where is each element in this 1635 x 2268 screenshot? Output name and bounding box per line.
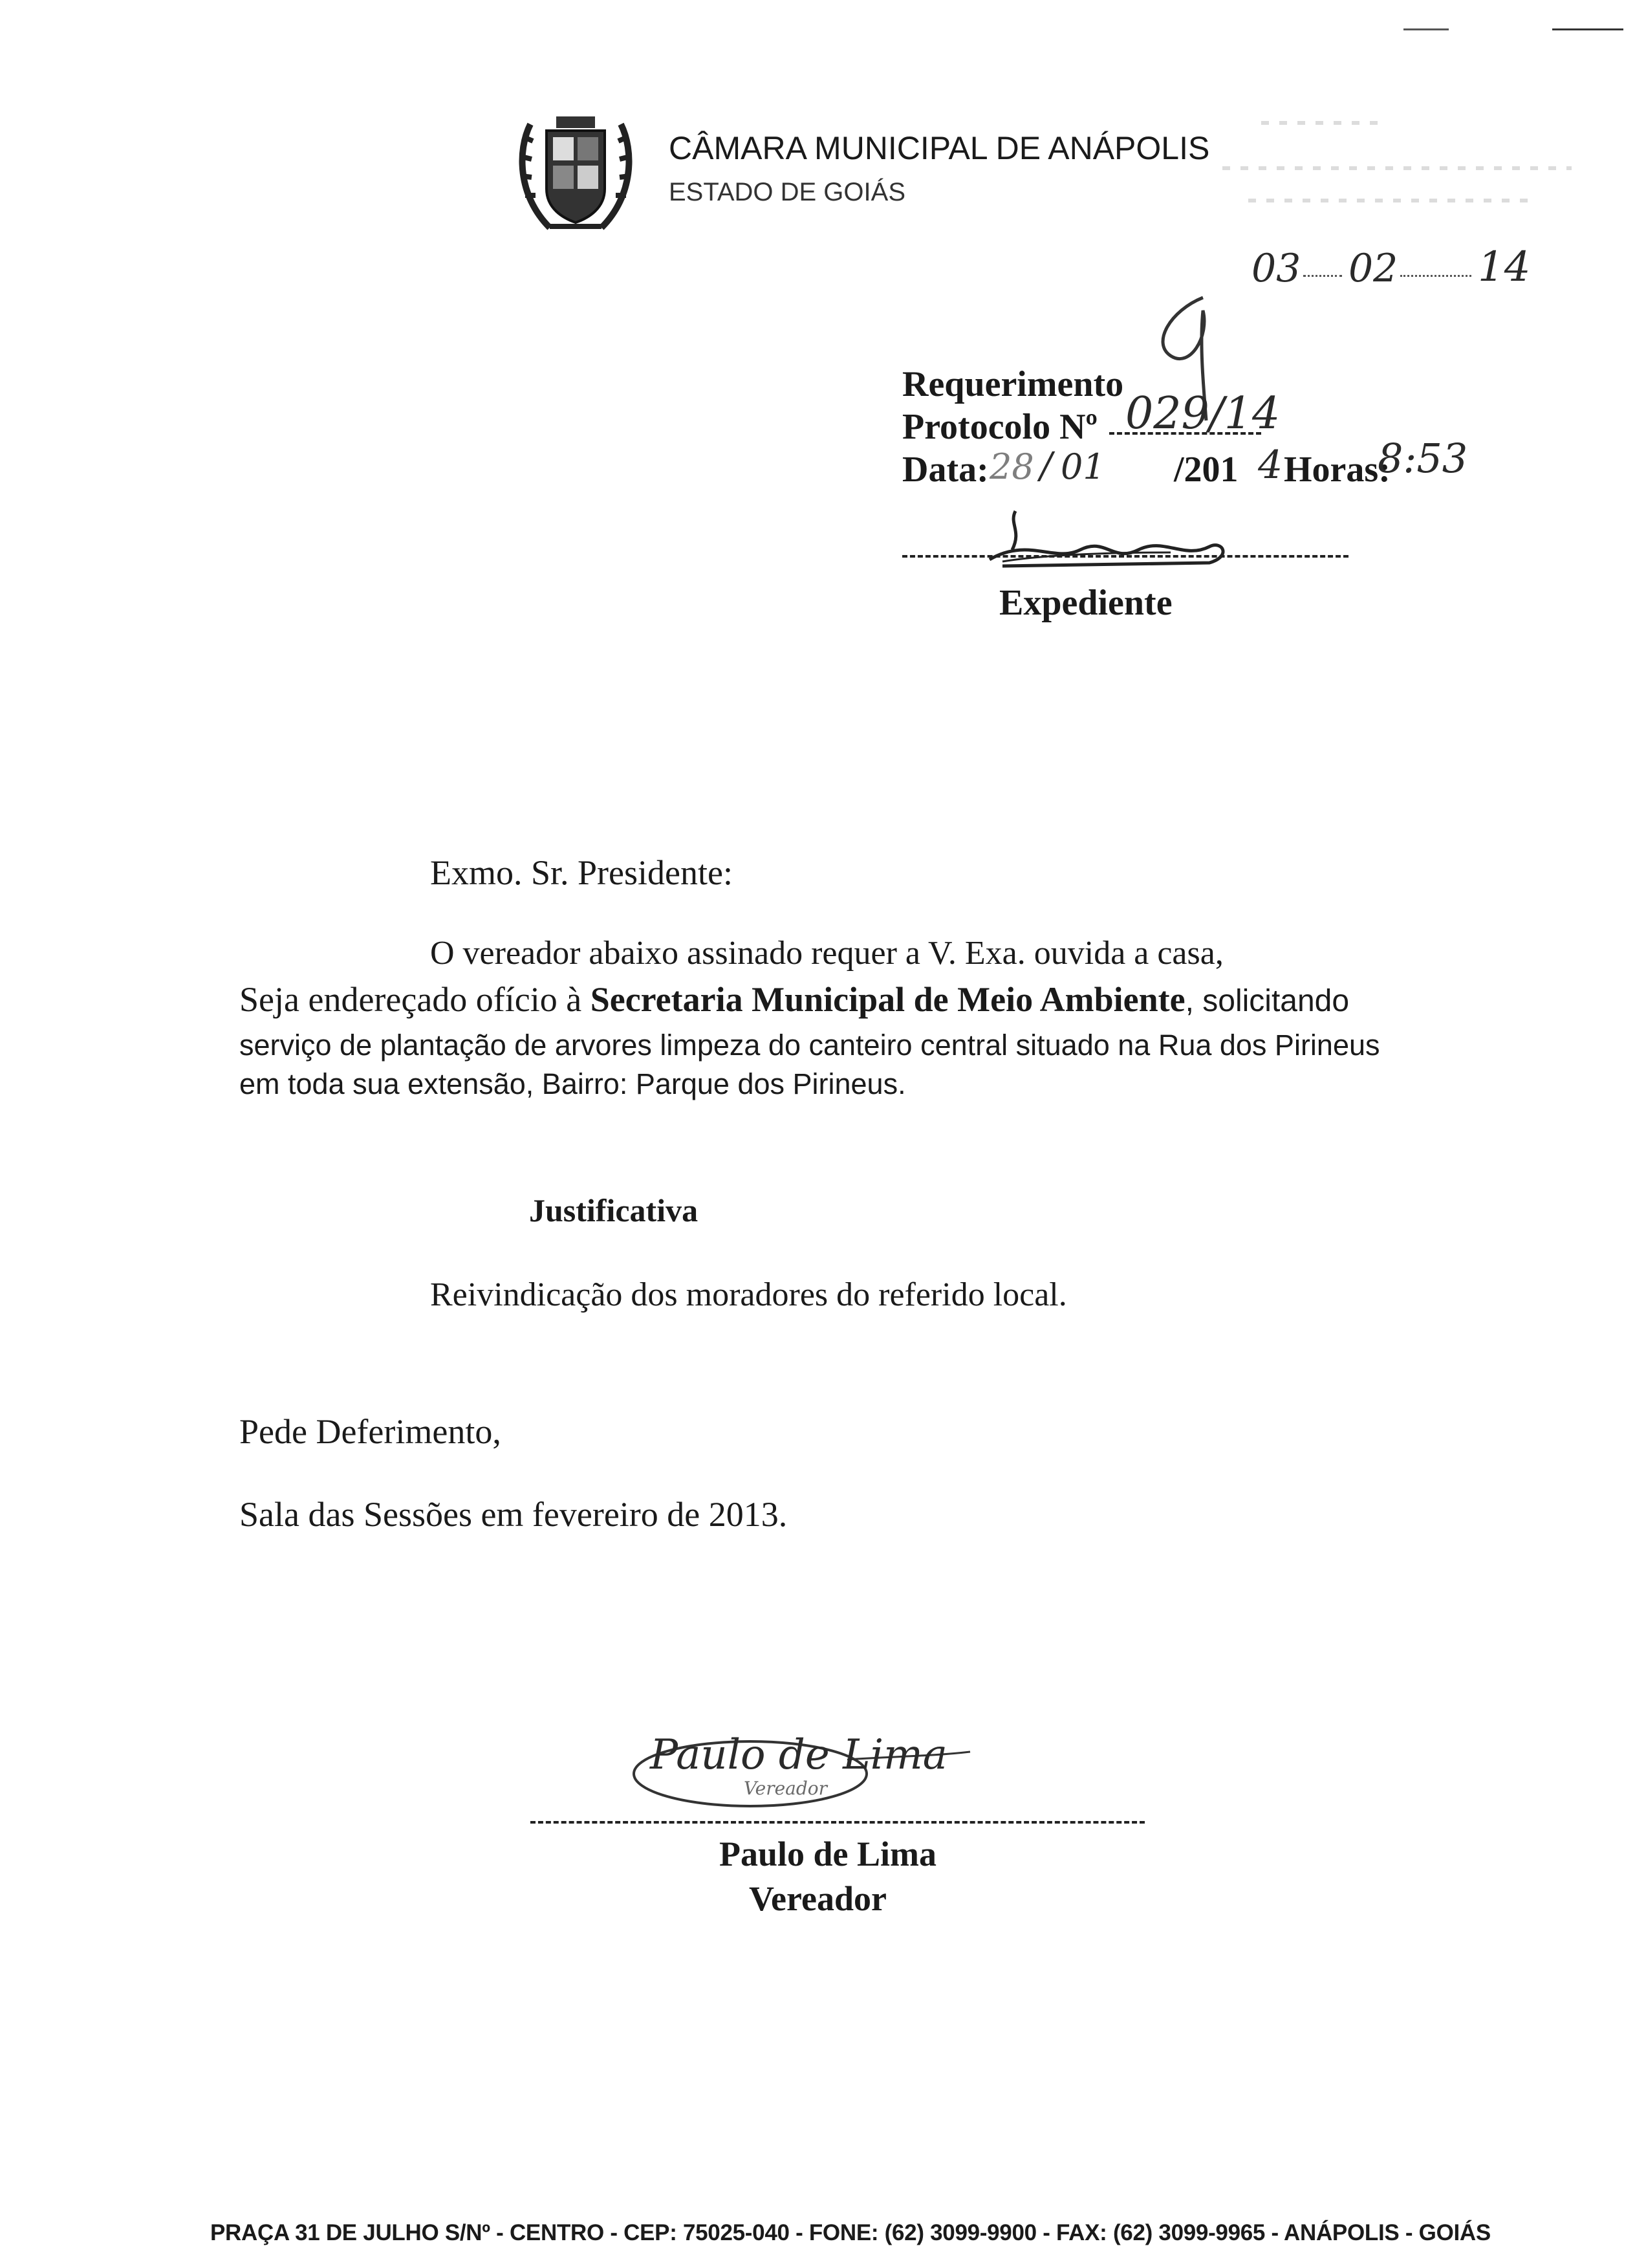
stamp-date-month: 02 [1348,246,1398,291]
handwritten-signature: Paulo de Lima [650,1731,947,1779]
data-month: 01 [1061,446,1105,487]
request-line-2-prefix: Seja endereçado ofício à [239,980,590,1019]
request-line-2-suffix: , solicitando [1185,984,1350,1018]
data-day: 28 [990,446,1034,487]
state-name: ESTADO DE GOIÁS [669,178,905,206]
request-line-3: serviço de plantação de arvores limpeza do canteiro central situado na Rua dos Pirineus [239,1029,1380,1062]
expediente-signature [977,498,1248,595]
request-line-4: em toda sua extensão, Bairro: Parque dos Pirineus. [239,1067,906,1100]
signature-line [530,1821,1145,1824]
scan-mark [1403,28,1449,30]
signature-stamp-subtitle: Vereador [744,1778,828,1799]
requerimento-label: Requerimento [902,364,1124,404]
horas-label: Horas: [1284,450,1391,490]
footer-address: PRAÇA 31 DE JULHO S/Nº - CENTRO - CEP: 75025-040 - FONE: (62) 3099-9900 - FAX: (62) 3099-9965 - ANÁPOLIS - GOIÁS [210,2220,1491,2245]
justificativa-text: Reivindicação dos moradores do referido local. [430,1276,1067,1313]
stamp-date-separator [1303,275,1342,277]
justificativa-title: Justificativa [529,1192,698,1228]
stamp-date-year: 14 [1478,243,1531,291]
secretaria-name: Secretaria Municipal de Meio Ambiente [590,980,1186,1019]
stamp-date-day: 03 [1251,246,1301,291]
protocolo-label: Protocolo Nº [902,407,1098,447]
data-label: Data: [902,450,989,490]
protocolo-value: 029/14 [1125,388,1281,439]
data-slash: / [1040,445,1052,487]
institution-name: CÂMARA MUNICIPAL DE ANÁPOLIS [669,130,1210,166]
horas-value: 8:53 [1378,435,1468,482]
signer-name: Paulo de Lima [719,1835,937,1873]
place-date: Sala das Sessões em fevereiro de 2013. [239,1495,788,1534]
closing: Pede Deferimento, [239,1412,501,1451]
faded-stamp [1209,110,1597,226]
scan-mark [1552,28,1623,30]
data-year-printed: /201 [1174,450,1239,490]
data-year-hand: 4 [1258,442,1283,488]
request-line-1: O vereador abaixo assinado requer a V. Exa. ouvida a casa, [430,935,1224,972]
coat-of-arms-logo [511,111,640,241]
signer-role: Vereador [749,1879,887,1918]
stamp-date-separator [1400,275,1471,277]
request-line-2 [239,979,1349,1020]
salutation: Exmo. Sr. Presidente: [430,853,733,892]
expediente-label: Expediente [999,583,1173,623]
